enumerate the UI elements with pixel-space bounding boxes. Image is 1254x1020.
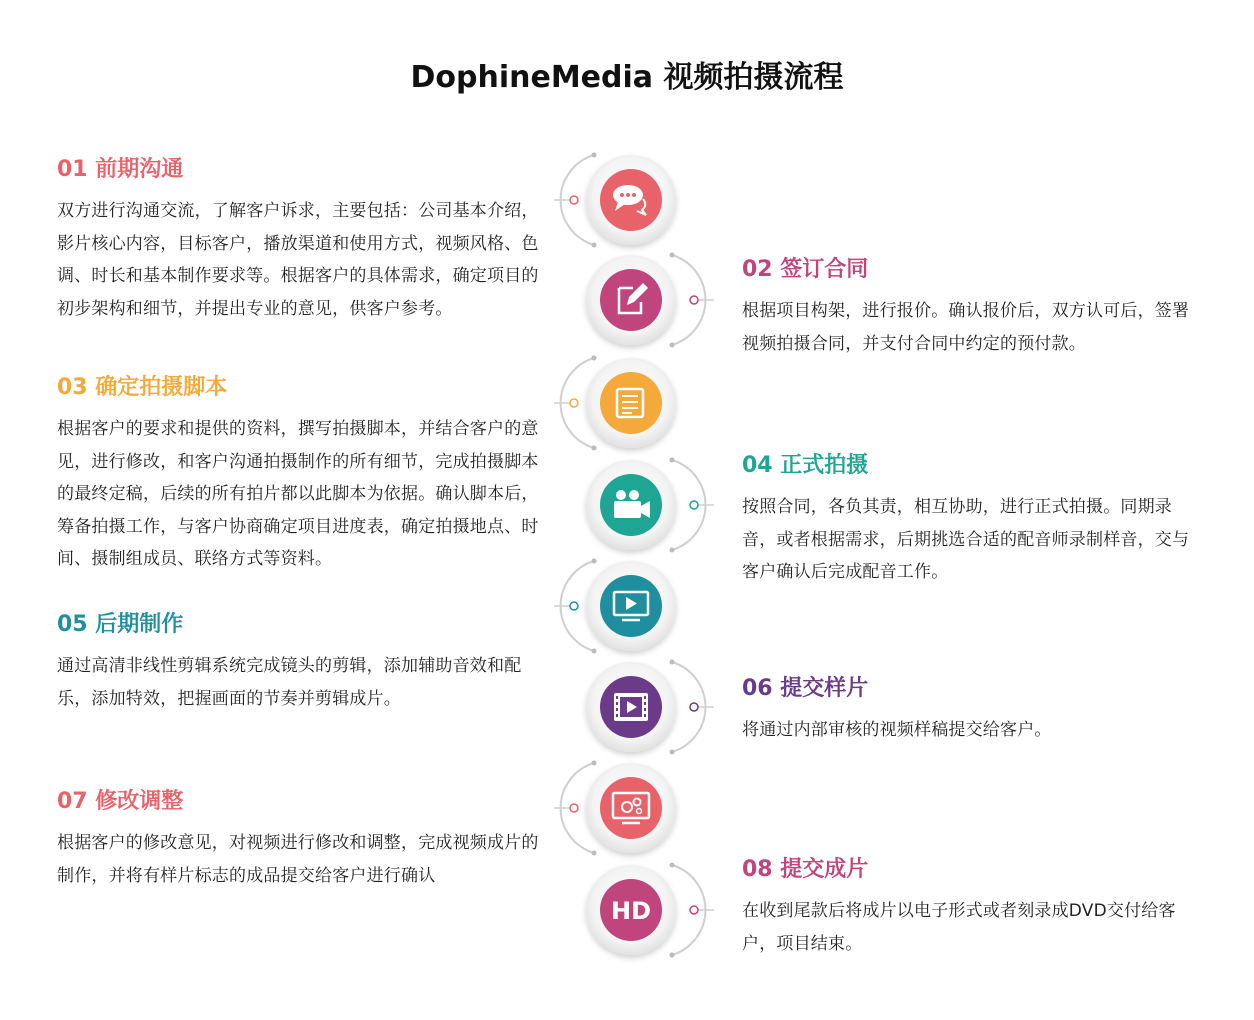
step-04-node [586,458,714,553]
step-05-node [554,559,676,654]
step-heading: 08 提交成片 [742,857,869,882]
film-strip-icon [614,693,648,721]
step-description: 将通过内部审核的视频样稿提交给客户。 [742,720,1052,740]
step-description: 通过高清非线性剪辑系统完成镜头的剪辑，添加辅助音效和配乐，添加特效，把握画面的节奏并剪辑成片。 [57,656,522,709]
step-description: 双方进行沟通交流，了解客户诉求，主要包括：公司基本介绍，影片核心内容，目标客户，播放渠道和使用方式，视频风格、色调、时长和基本制作要求等。根据客户的具体需求，确定项目的初步架构和细节，并提出专业的意见，供客户参考。 [57,201,539,319]
hd-icon: HD [610,897,652,925]
step-description: 根据客户的修改意见，对视频进行修改和调整，完成视频成片的制作，并将有样片标志的成品提交给客户进行确认 [57,833,539,886]
step-description: 根据客户的要求和提供的资料，撰写拍摄脚本，并结合客户的意见，进行修改，和客户沟通拍摄制作的所有细节，完成拍摄脚本的最终定稿，后续的所有拍片都以此脚本为依据。确认脚本后，筹备拍摄工作，与客户协商确定项目进度表，确定拍摄地点、时间、摄制组成员、联络方式等资料。 [57,419,539,569]
page-title: DophineMedia 视频拍摄流程 [410,60,844,95]
step-03-node [554,356,676,451]
step-08-node [586,863,714,958]
step-heading: 04 正式拍摄 [742,453,869,478]
step-06-node [586,660,714,755]
step-07-node [554,761,676,856]
step-heading: 07 修改调整 [57,789,184,814]
step-heading: 02 签订合同 [742,257,869,282]
step-heading: 06 提交样片 [742,676,869,701]
step-heading: 01 前期沟通 [57,157,184,182]
step-heading: 05 后期制作 [57,612,184,637]
step-heading: 03 确定拍摄脚本 [57,375,228,400]
step-01-node [554,153,676,248]
step-description: 按照合同，各负其责，相互协助，进行正式拍摄。同期录音，或者根据需求，后期挑选合适的配音师录制样音，交与客户确认后完成配音工作。 [742,497,1190,582]
step-02-node [586,253,714,348]
step-description: 根据项目构架，进行报价。确认报价后，双方认可后，签署视频拍摄合同，并支付合同中约定的预付款。 [742,301,1190,354]
step-description: 在收到尾款后将成片以电子形式或者刻录成DVD交付给客户，项目结束。 [742,901,1176,954]
